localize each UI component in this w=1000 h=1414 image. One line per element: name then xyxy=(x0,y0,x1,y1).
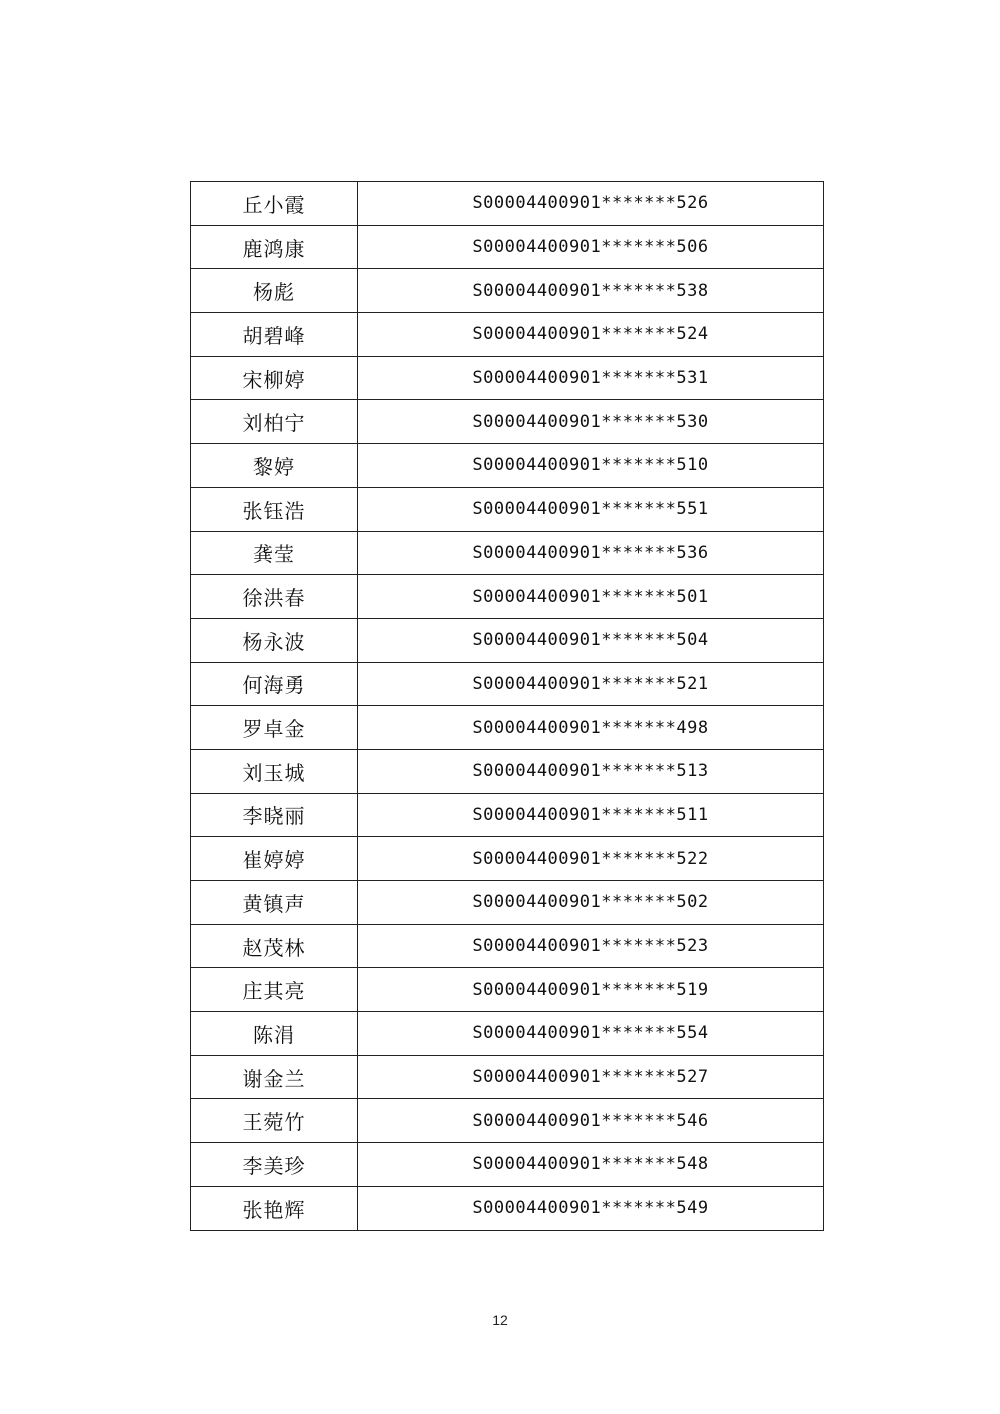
id-number-cell: S00004400901*******511 xyxy=(358,793,824,837)
id-number-cell: S00004400901*******521 xyxy=(358,662,824,706)
table-row xyxy=(191,1055,824,1099)
table-row xyxy=(191,968,824,1012)
table-row xyxy=(191,400,824,444)
table-row xyxy=(191,225,824,269)
table-row xyxy=(191,837,824,881)
id-number-cell: S00004400901*******498 xyxy=(358,706,824,750)
table-row xyxy=(191,182,824,226)
id-number-cell: S00004400901*******524 xyxy=(358,313,824,357)
id-number-cell: S00004400901*******536 xyxy=(358,531,824,575)
name-cell: 罗卓金 xyxy=(191,706,358,750)
name-cell: 黄镇声 xyxy=(191,881,358,925)
table-row xyxy=(191,1012,824,1056)
id-number-cell: S00004400901*******513 xyxy=(358,749,824,793)
id-number-cell: S00004400901*******531 xyxy=(358,356,824,400)
name-cell: 宋柳婷 xyxy=(191,356,358,400)
table-row xyxy=(191,1143,824,1187)
id-number-cell: S00004400901*******522 xyxy=(358,837,824,881)
name-cell: 何海勇 xyxy=(191,662,358,706)
id-number-cell: S00004400901*******501 xyxy=(358,575,824,619)
id-number-cell: S00004400901*******530 xyxy=(358,400,824,444)
id-number-cell: S00004400901*******549 xyxy=(358,1186,824,1230)
name-cell: 丘小霞 xyxy=(191,182,358,226)
id-number-cell: S00004400901*******546 xyxy=(358,1099,824,1143)
table-row xyxy=(191,444,824,488)
table-row xyxy=(191,749,824,793)
table-row xyxy=(191,662,824,706)
id-number-cell: S00004400901*******502 xyxy=(358,881,824,925)
page-number: 12 xyxy=(492,1312,508,1328)
name-cell: 李美珍 xyxy=(191,1143,358,1187)
id-number-cell: S00004400901*******538 xyxy=(358,269,824,313)
name-cell: 徐洪春 xyxy=(191,575,358,619)
id-number-cell: S00004400901*******506 xyxy=(358,225,824,269)
name-cell: 赵茂林 xyxy=(191,924,358,968)
table-row xyxy=(191,706,824,750)
id-number-cell: S00004400901*******526 xyxy=(358,182,824,226)
name-cell: 刘柏宁 xyxy=(191,400,358,444)
name-cell: 鹿鸿康 xyxy=(191,225,358,269)
name-cell: 杨彪 xyxy=(191,269,358,313)
table-row xyxy=(191,531,824,575)
id-number-cell: S00004400901*******523 xyxy=(358,924,824,968)
roster-table-body xyxy=(191,182,824,1231)
id-number-cell: S00004400901*******551 xyxy=(358,487,824,531)
roster-table xyxy=(190,181,824,1231)
table-row xyxy=(191,793,824,837)
table-row xyxy=(191,881,824,925)
id-number-cell: S00004400901*******504 xyxy=(358,618,824,662)
table-row xyxy=(191,924,824,968)
name-cell: 龚莹 xyxy=(191,531,358,575)
name-cell: 黎婷 xyxy=(191,444,358,488)
name-cell: 庄其亮 xyxy=(191,968,358,1012)
table-row xyxy=(191,1186,824,1230)
table-row xyxy=(191,269,824,313)
id-number-cell: S00004400901*******527 xyxy=(358,1055,824,1099)
name-cell: 李晓丽 xyxy=(191,793,358,837)
name-cell: 王菀竹 xyxy=(191,1099,358,1143)
name-cell: 张艳辉 xyxy=(191,1186,358,1230)
table-row xyxy=(191,618,824,662)
table-row xyxy=(191,356,824,400)
name-cell: 崔婷婷 xyxy=(191,837,358,881)
name-cell: 刘玉城 xyxy=(191,749,358,793)
id-number-cell: S00004400901*******519 xyxy=(358,968,824,1012)
table-row xyxy=(191,313,824,357)
name-cell: 谢金兰 xyxy=(191,1055,358,1099)
table-row xyxy=(191,575,824,619)
name-cell: 杨永波 xyxy=(191,618,358,662)
name-cell: 胡碧峰 xyxy=(191,313,358,357)
id-number-cell: S00004400901*******510 xyxy=(358,444,824,488)
id-number-cell: S00004400901*******548 xyxy=(358,1143,824,1187)
id-number-cell: S00004400901*******554 xyxy=(358,1012,824,1056)
table-row xyxy=(191,487,824,531)
name-cell: 张钰浩 xyxy=(191,487,358,531)
name-cell: 陈涓 xyxy=(191,1012,358,1056)
table-row xyxy=(191,1099,824,1143)
